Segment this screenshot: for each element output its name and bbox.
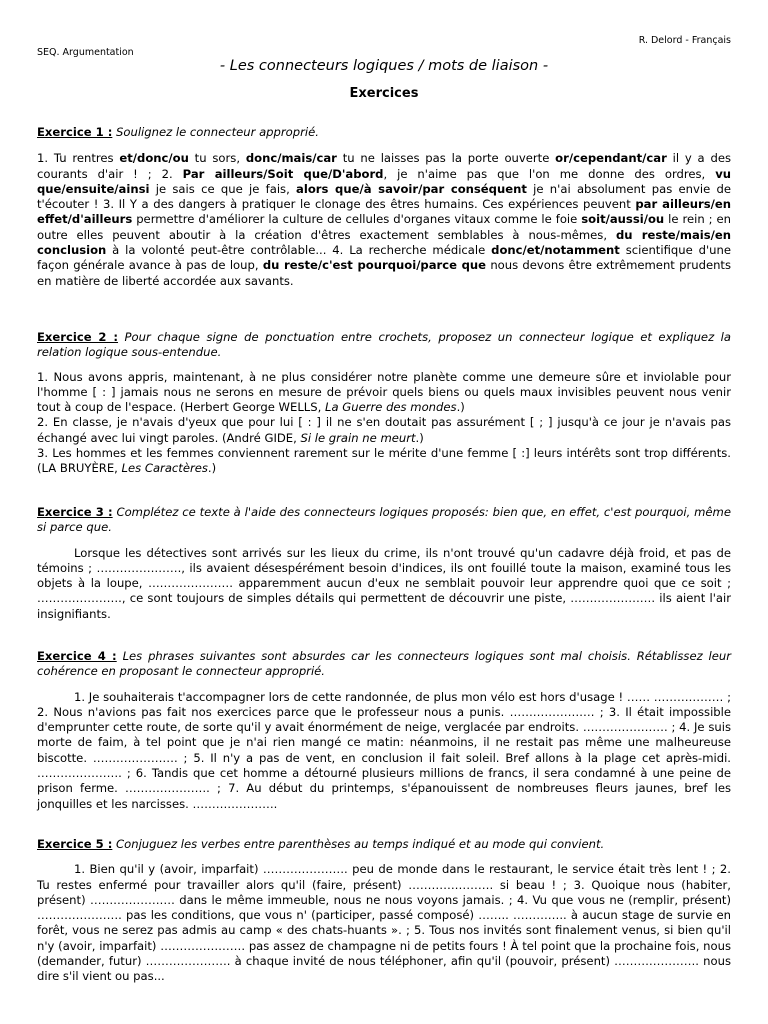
sentence-1 xyxy=(37,370,731,416)
text-segment: , je n'aime pas que l'on me donne des ordres, xyxy=(383,166,716,181)
author-label: R. Delord - Français xyxy=(638,35,731,46)
sentence-text: 3. Les hommes et les femmes conviennent rarement sur le mérite d'une femme [ :] leurs intérêts sont trop différents. (LA BRUYÈRE, xyxy=(37,446,731,476)
text-segment: à la volonté peut-être contrôlable... 4. La recherche médicale xyxy=(106,243,492,258)
connector-choice: et/donc/ou xyxy=(119,151,189,166)
exercise-1-instruction: Soulignez le connecteur approprié. xyxy=(116,125,319,139)
text-segment: permettre d'améliorer la culture de cellules d'organes vitaux comme le foie xyxy=(132,212,582,227)
connector-choice: soit/aussi/ou xyxy=(581,212,665,227)
sentence-text: 1. Nous avons appris, maintenant, à ne plus considérer notre planète comme une demeure sûre et inviolable pour l'homme [ : ] jamais nous ne serons en mesure de prévoir quels biens ou quels maux invisibles peuvent nous venir tout à coup de l'espace. (Herbert George WELLS, xyxy=(37,369,731,415)
exercise-4 xyxy=(37,649,731,812)
work-title: Si le grain ne meurt xyxy=(300,430,416,445)
exercise-3-heading xyxy=(37,505,731,536)
text-segment: nous devons être extrêmement prudents en matière de liberté accordée aux savants. xyxy=(37,258,732,288)
work-title: La Guerre des mondes xyxy=(325,400,457,415)
sentence-2 xyxy=(37,415,731,446)
exercise-5-heading xyxy=(37,837,731,852)
exercise-5-instruction: Conjuguez les verbes entre parenthèses au temps indiqué et au mode qui convient. xyxy=(116,837,605,851)
sequence-label: SEQ. Argumentation xyxy=(37,47,134,58)
exercise-1-title: Exercice 1 : xyxy=(37,125,113,139)
exercise-1 xyxy=(37,125,731,289)
connector-choice: Par ailleurs/Soit que/D'abord xyxy=(182,166,384,181)
exercise-3 xyxy=(37,505,731,622)
connector-choice: par ailleurs/en effet/d'ailleurs xyxy=(37,197,731,227)
connector-choice: du reste/mais/en conclusion xyxy=(37,227,731,258)
exercise-4-instruction: Les phrases suivantes sont absurdes car les connecteurs logiques sont mal choisis. Rétablissez leur cohérence en proposant le connecteur approprié. xyxy=(37,649,732,679)
connector-choice: vu que/ensuite/ainsi xyxy=(37,166,731,196)
exercise-2-instruction: Pour chaque signe de ponctuation entre crochets, proposez un connecteur logique et expliquez la relation logique sous-entendue. xyxy=(37,330,732,360)
connector-choice: alors que/à savoir/par conséquent xyxy=(296,181,527,196)
exercise-2-text xyxy=(37,370,731,477)
document-subtitle: Exercices xyxy=(349,86,419,101)
exercise-5 xyxy=(37,837,731,985)
text-segment: je sais ce que je fais, xyxy=(149,181,297,196)
exercise-2-heading xyxy=(37,330,731,361)
text-segment: je n'ai absolument pas envie de t'écouter ! 3. Il Y a des dangers à pratiquer le clonage des êtres humains. Ces expériences peuvent xyxy=(37,181,731,212)
exercise-5-title: Exercice 5 : xyxy=(37,837,113,851)
sentence-end: .) xyxy=(207,461,217,476)
sentence-end: .) xyxy=(456,400,465,415)
text-segment: le rein ; en outre elles peuvent aboutir à la création d'êtres exactement semblables à nous-mêmes, xyxy=(37,212,731,242)
exercise-3-title: Exercice 3 : xyxy=(37,505,113,519)
text-segment: tu ne laisses pas la porte ouverte xyxy=(336,151,556,166)
document-title: - Les connecteurs logiques / mots de liaison - xyxy=(219,58,549,74)
connector-choice: donc/mais/car xyxy=(245,151,337,166)
connector-choice: or/cependant/car xyxy=(555,151,667,166)
sentence-text: 2. En classe, je n'avais d'yeux que pour lui [ : ] il ne s'en doutait pas assurément [ ; ] jusqu'à ce jour je n'avais pas échangé avec lui vingt paroles. (André GIDE, xyxy=(37,415,731,445)
text-segment: 1. Tu rentres xyxy=(37,151,120,166)
text-segment: tu sors, xyxy=(188,151,246,166)
exercise-1-heading xyxy=(37,125,731,140)
exercise-3-text: Lorsque les détectives sont arrivés sur les lieux du crime, ils n'ont trouvé qu'un cadavre déjà froid, et pas de témoins ; …………………., ils avaient désespérément besoin d'indices, ils ont fouillé toute la maison, examiné tous les objets à la loupe, …………………. apparemment aucun d'eux ne semblait pouvoir leur apprendre quoi que ce soit ; …………………., ce sont toujours de simples détails qui permettent de découvrir une piste, …………………. ils aient l'air insignifiants. xyxy=(37,545,731,621)
exercise-4-text: 1. Je souhaiterais t'accompagner lors de cette randonnée, de plus mon vélo est hors d'usage ! …… ……………… ; 2. Nous n'avions pas fait nos exercices parce que le professeur nous a punis. …………………. ; 3. Il était impossible d'emprunter cette route, de sorte qu'il y avait énormément de neige, verglacée par endroits. …………………. ; 4. Je suis morte de faim, à tel point que je n'ai rien mangé ce matin: néanmoins, il ne restait pas même une malheureuse biscotte. …………………. ; 5. Il n'y a pas de vent, en conclusion il fait soleil. Bref allons à la plage cet après-midi. …………………. ; 6. Tandis que cet homme a détourné plusieurs millions de francs, il sera condamné à une peine de prison ferme. …………………. ; 7. Au début du printemps, s'épanouissent de nombreuses fleurs jaunes, bref les jonquilles et les narcisses. …………………. xyxy=(37,689,731,811)
sentence-3 xyxy=(37,446,731,477)
exercise-4-title: Exercice 4 : xyxy=(37,649,117,663)
sentence-end: .) xyxy=(415,430,424,445)
exercise-4-heading xyxy=(37,649,731,680)
connector-choice: donc/et/notamment xyxy=(491,243,620,258)
exercise-2 xyxy=(37,330,731,477)
exercise-2-title: Exercice 2 : xyxy=(37,330,119,344)
exercise-1-text xyxy=(37,151,731,289)
exercise-3-instruction: Complétez ce texte à l'aide des connecteurs logiques proposés: bien que, en effet, c'est pourquoi, même si parce que. xyxy=(37,505,731,535)
text-segment: il y a des courants d'air ! ; 2. xyxy=(37,151,731,181)
text-segment: scientifique d'une façon générale avance à pas de loup, xyxy=(37,243,731,273)
connector-choice: du reste/c'est pourquoi/parce que xyxy=(262,258,487,273)
exercise-5-text: 1. Bien qu'il y (avoir, imparfait) …………………. peu de monde dans le restaurant, le service était très lent ! ; 2. Tu restes enfermé pour travailler alors qu'il (faire, présent) …………………. si beau ! ; 3. Quoique nous (habiter, présent) …………………. dans le même immeuble, nous ne nous voyons jamais. ; 4. Vu que vous ne (remplir, présent) …………………. pas les conditions, que vous n' (participer, passé composé) …….. ………….. à aucun stage de survie en forêt, vous ne serez pas admis au camp « des chats-huants ». ; 5. Tous nos invités sont finalement venus, si bien qu'il n'y (avoir, imparfait) …………………. pas assez de champagne ni de petits fours ! À tel point que la prochaine fois, nous (demander, futur) …………………. à chaque invité de nous téléphoner, afin qu'il (pouvoir, présent) …………………. nous dire s'il vient ou pas... xyxy=(37,862,731,984)
work-title: Les Caractères xyxy=(121,461,208,476)
